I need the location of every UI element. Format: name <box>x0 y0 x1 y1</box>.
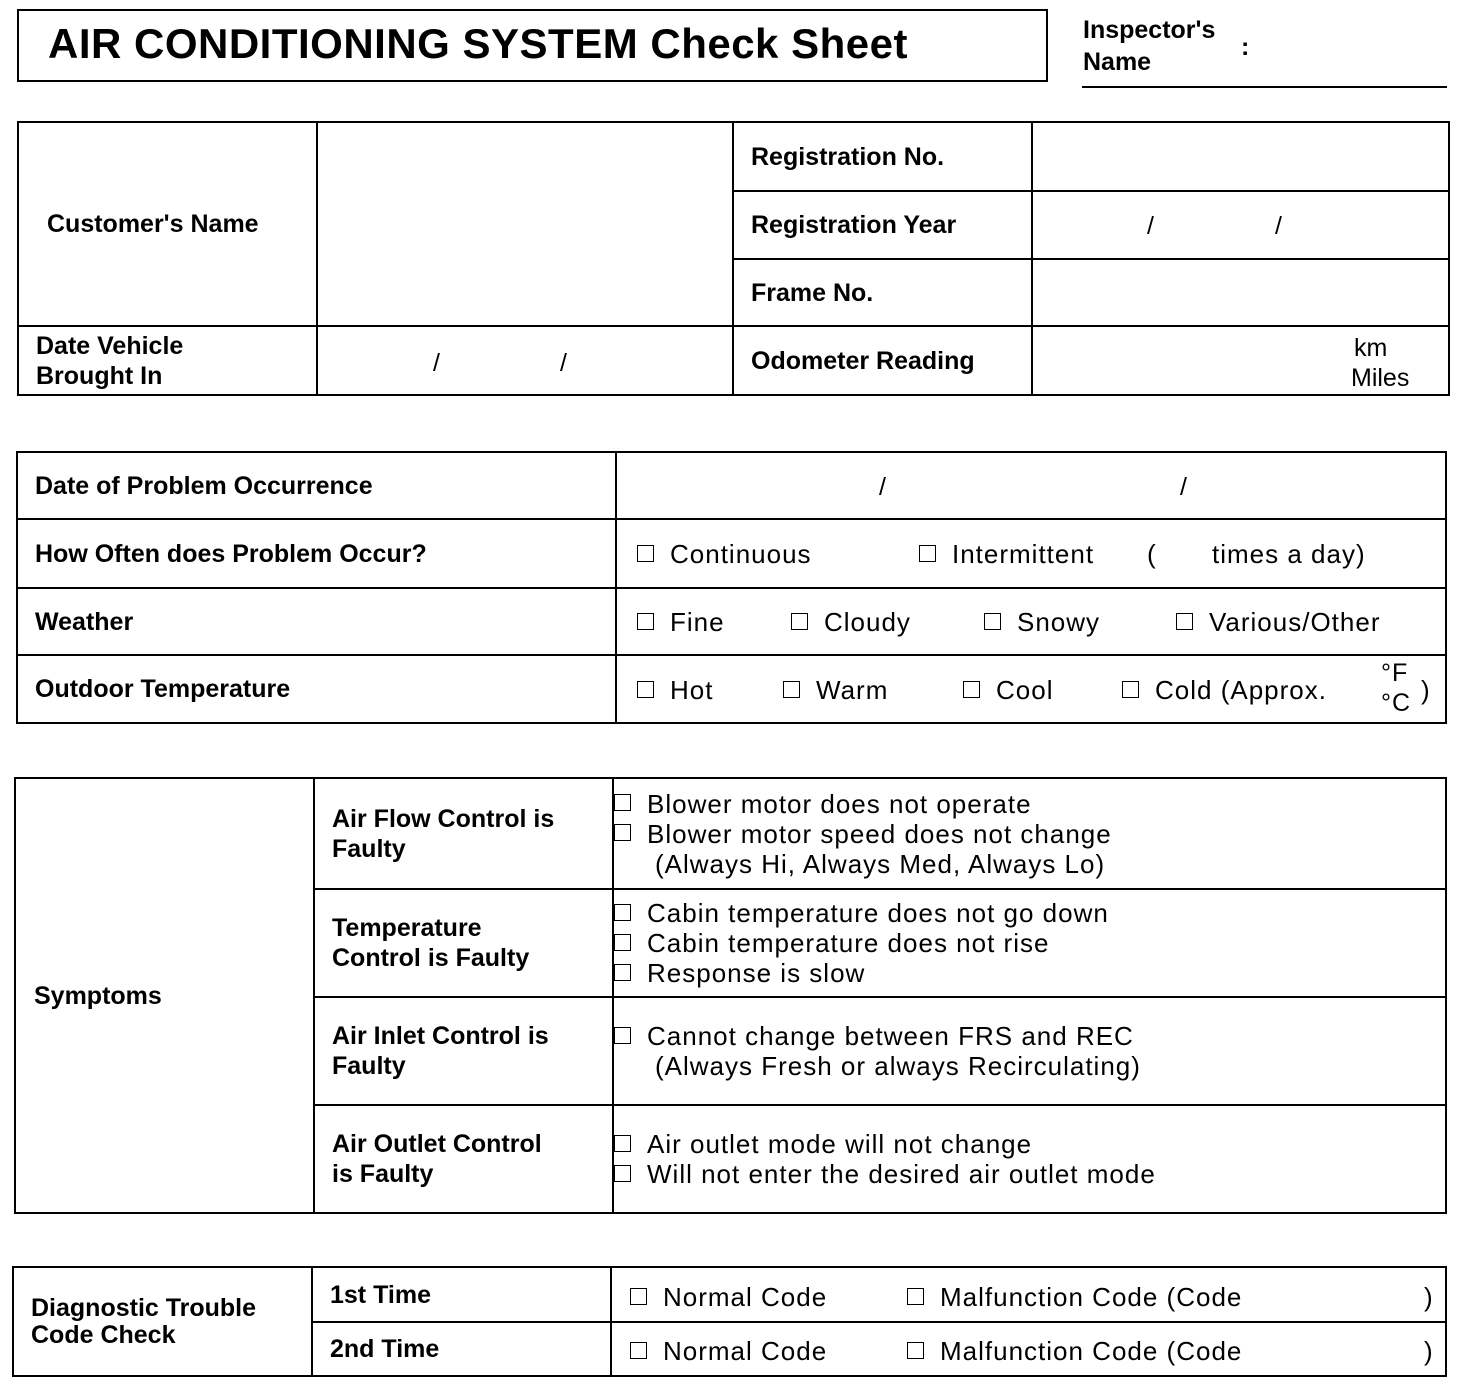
option-intermittent[interactable]: Intermittent <box>919 539 1094 570</box>
option-hot[interactable]: Hot <box>637 675 713 706</box>
option-various-other[interactable]: Various/Other <box>1176 607 1380 638</box>
checkbox-icon <box>984 613 1001 630</box>
option-cold[interactable]: Cold (Approx. <box>1122 675 1327 706</box>
frame-no-field[interactable] <box>1032 259 1449 326</box>
checkbox-icon <box>1122 681 1139 698</box>
code-close-paren: ) <box>1424 1336 1434 1366</box>
checkbox-icon <box>614 934 631 951</box>
inspector-name-label: Inspector's Name <box>1083 16 1216 76</box>
air-flow-options <box>613 778 1446 889</box>
page-title: AIR CONDITIONING SYSTEM Check Sheet <box>48 20 908 67</box>
option-blower-not-operate[interactable]: Blower motor does not operate <box>614 789 1445 819</box>
checkbox-icon <box>614 1135 631 1152</box>
date-slash: / <box>433 349 440 377</box>
symptoms-label: Symptoms <box>15 778 314 1213</box>
registration-year-label: Registration Year <box>733 191 1032 259</box>
checkbox-icon <box>963 681 980 698</box>
date-slash: / <box>879 473 886 501</box>
option-response-slow[interactable]: Response is slow <box>614 958 1445 988</box>
checkbox-icon <box>630 1288 647 1305</box>
option-normal-code[interactable]: Normal Code <box>630 1282 827 1313</box>
checkbox-icon <box>614 964 631 981</box>
option-frs-rec[interactable]: Cannot change between FRS and REC <box>614 1021 1445 1051</box>
option-outlet-no-change[interactable]: Air outlet mode will not change <box>614 1129 1445 1159</box>
option-fine[interactable]: Fine <box>637 607 725 638</box>
option-temp-not-rise[interactable]: Cabin temperature does not rise <box>614 928 1445 958</box>
air-flow-note: (Always Hi, Always Med, Always Lo) <box>655 848 1106 879</box>
frame-no-label: Frame No. <box>733 259 1032 326</box>
checkbox-icon <box>919 545 936 562</box>
inspector-colon: : <box>1241 33 1250 61</box>
checkbox-icon <box>614 1027 631 1044</box>
temperature-options <box>613 889 1446 997</box>
symptom-group-air-inlet: Air Inlet Control is Faulty <box>314 997 613 1105</box>
date-slash: / <box>1275 212 1282 240</box>
dtc-table <box>12 1266 1447 1377</box>
customer-name-field[interactable] <box>317 122 733 326</box>
checkbox-icon <box>637 681 654 698</box>
outdoor-temp-label: Outdoor Temperature <box>17 655 616 723</box>
symptom-group-temperature: Temperature Control is Faulty <box>314 889 613 997</box>
odometer-units: km Miles <box>1351 334 1410 392</box>
registration-no-field[interactable] <box>1032 122 1449 191</box>
times-a-day-text: times a day) <box>1212 539 1366 569</box>
option-malfunction-code[interactable]: Malfunction Code (Code <box>907 1336 1242 1367</box>
checkbox-icon <box>637 545 654 562</box>
problem-date-label: Date of Problem Occurrence <box>17 452 616 519</box>
registration-no-label: Registration No. <box>733 122 1032 191</box>
checkbox-icon <box>907 1288 924 1305</box>
dtc-label: Diagnostic Trouble Code Check <box>13 1267 312 1376</box>
checkbox-icon <box>791 613 808 630</box>
customer-name-label: Customer's Name <box>18 122 317 326</box>
date-slash: / <box>1180 473 1187 501</box>
option-temp-not-down[interactable]: Cabin temperature does not go down <box>614 898 1445 928</box>
date-brought-in-label: Date Vehicle Brought In <box>18 326 317 395</box>
checkbox-icon <box>907 1342 924 1359</box>
dtc-1st-time-label: 1st Time <box>312 1267 611 1322</box>
symptom-group-air-outlet: Air Outlet Control is Faulty <box>314 1105 613 1213</box>
option-continuous[interactable]: Continuous <box>637 539 812 570</box>
dtc-2nd-time-options <box>611 1322 1446 1376</box>
option-warm[interactable]: Warm <box>783 675 888 706</box>
temp-units: °F °C <box>1381 659 1412 717</box>
checkbox-icon <box>614 1165 631 1182</box>
date-slash: / <box>560 349 567 377</box>
weather-options <box>616 588 1446 655</box>
outdoor-temp-options <box>616 655 1446 723</box>
problem-table <box>16 451 1447 724</box>
option-snowy[interactable]: Snowy <box>984 607 1100 638</box>
checkbox-icon <box>614 824 631 841</box>
checkbox-icon <box>637 613 654 630</box>
how-often-options <box>616 519 1446 588</box>
vehicle-info-table <box>17 121 1450 396</box>
dtc-1st-time-options <box>611 1267 1446 1322</box>
code-close-paren: ) <box>1424 1282 1434 1312</box>
date-slash: / <box>1147 212 1154 240</box>
dtc-2nd-time-label: 2nd Time <box>312 1322 611 1376</box>
option-outlet-not-enter[interactable]: Will not enter the desired air outlet mode <box>614 1159 1445 1189</box>
temp-close-paren: ) <box>1421 675 1431 705</box>
option-cool[interactable]: Cool <box>963 675 1053 706</box>
air-inlet-note: (Always Fresh or always Recirculating) <box>655 1051 1141 1081</box>
checkbox-icon <box>630 1342 647 1359</box>
odometer-field[interactable] <box>1032 326 1449 395</box>
odometer-label: Odometer Reading <box>733 326 1032 395</box>
checkbox-icon <box>783 681 800 698</box>
symptoms-table <box>14 777 1447 1214</box>
problem-date-field[interactable] <box>616 452 1446 519</box>
option-malfunction-code[interactable]: Malfunction Code (Code <box>907 1282 1242 1313</box>
air-outlet-options <box>613 1105 1446 1213</box>
option-cloudy[interactable]: Cloudy <box>791 607 911 638</box>
how-often-label: How Often does Problem Occur? <box>17 519 616 588</box>
option-normal-code[interactable]: Normal Code <box>630 1336 827 1367</box>
times-open-paren: ( <box>1147 539 1157 569</box>
checkbox-icon <box>1176 613 1193 630</box>
option-blower-speed[interactable]: Blower motor speed does not change <box>614 819 1445 849</box>
symptom-group-air-flow: Air Flow Control is Faulty <box>314 778 613 889</box>
date-brought-in-field[interactable] <box>317 326 733 395</box>
weather-label: Weather <box>17 588 616 655</box>
air-inlet-options <box>613 997 1446 1105</box>
registration-year-field[interactable] <box>1032 191 1449 259</box>
inspector-name-field[interactable] <box>1082 86 1447 88</box>
checkbox-icon <box>614 794 631 811</box>
checkbox-icon <box>614 904 631 921</box>
